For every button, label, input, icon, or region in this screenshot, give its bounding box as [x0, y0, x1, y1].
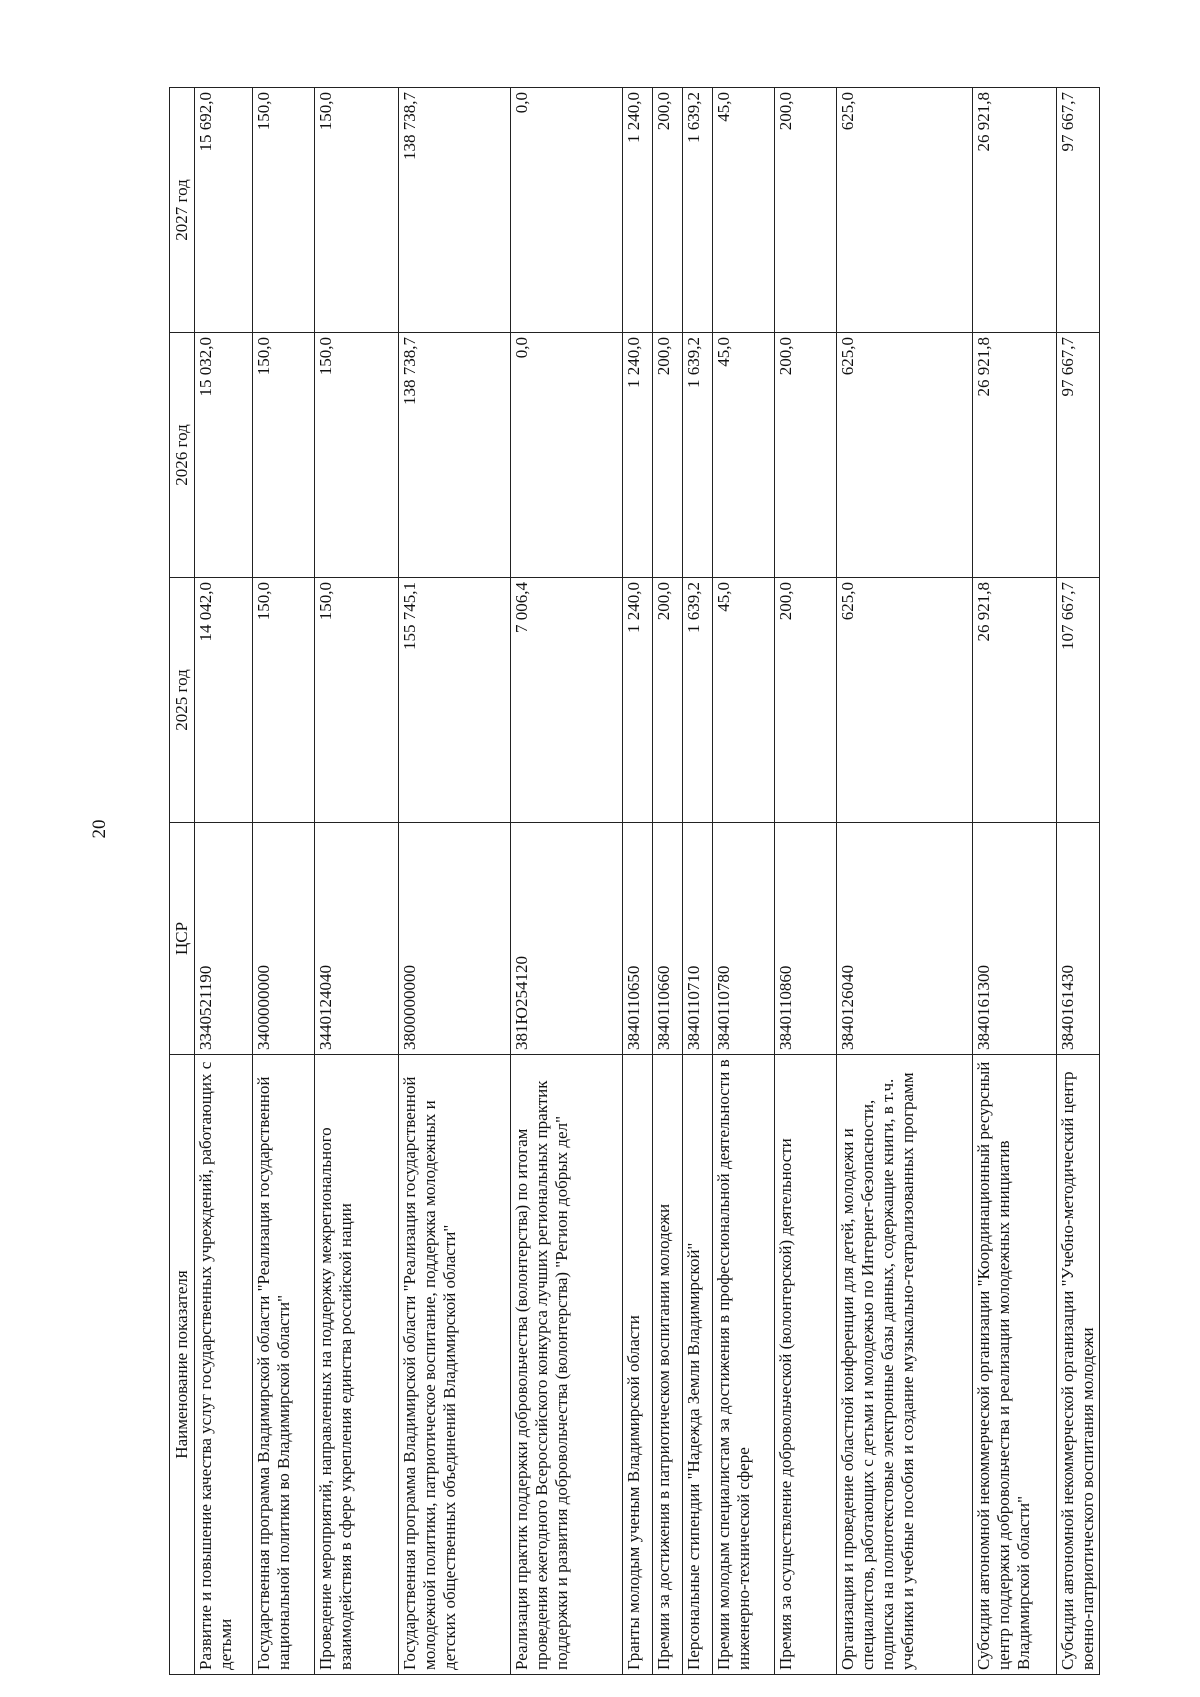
row-value-2027: 150,0 [315, 88, 399, 333]
table-row [653, 88, 683, 1675]
row-name: Реализация практик поддержки добровольчества (волонтерства) по итогам проведения ежегодного Всероссийского конкурса лучших региональных практик поддержки и развития добровольчества (волонтерства) "Регион добрых дел" [511, 1055, 623, 1675]
row-value-2025: 150,0 [315, 578, 399, 823]
row-code: 3840161430 [1057, 823, 1100, 1055]
row-code: 3840161300 [973, 823, 1057, 1055]
row-code: 381Ю254120 [511, 823, 623, 1055]
table-row [195, 88, 253, 1675]
table-row [253, 88, 315, 1675]
row-code: 3840110780 [713, 823, 775, 1055]
row-value-2027: 625,0 [837, 88, 973, 333]
row-value-2025: 150,0 [253, 578, 315, 823]
table-row [973, 88, 1057, 1675]
row-value-2027: 45,0 [713, 88, 775, 333]
table-row [775, 88, 837, 1675]
row-name: Премии молодым специалистам за достижения в профессиональной деятельности в инженерно-технической сфере [713, 1055, 775, 1675]
row-code: 3440124040 [315, 823, 399, 1055]
row-value-2026: 15 032,0 [195, 333, 253, 578]
row-code: 3840110650 [623, 823, 653, 1055]
header-2027: 2027 год [170, 88, 195, 333]
row-value-2026: 45,0 [713, 333, 775, 578]
table-row [683, 88, 713, 1675]
row-code: 3840110860 [775, 823, 837, 1055]
row-value-2025: 14 042,0 [195, 578, 253, 823]
row-name: Государственная программа Владимирской области "Реализация государственной молодежной политики, патриотическое воспитание, поддержка молодежных и детских общественных объединений Владимирской области" [399, 1055, 511, 1675]
row-name: Премии за достижения в патриотическом воспитании молодежи [653, 1055, 683, 1675]
row-value-2027: 138 738,7 [399, 88, 511, 333]
row-value-2026: 200,0 [775, 333, 837, 578]
header-2026: 2026 год [170, 333, 195, 578]
row-value-2025: 1 639,2 [683, 578, 713, 823]
table-row [511, 88, 623, 1675]
row-value-2026: 97 667,7 [1057, 333, 1100, 578]
header-2025: 2025 год [170, 578, 195, 823]
row-value-2026: 138 738,7 [399, 333, 511, 578]
table-row [713, 88, 775, 1675]
row-code: 3840110660 [653, 823, 683, 1055]
row-value-2025: 107 667,7 [1057, 578, 1100, 823]
row-value-2027: 15 692,0 [195, 88, 253, 333]
row-value-2026: 1 639,2 [683, 333, 713, 578]
row-value-2027: 1 639,2 [683, 88, 713, 333]
table-row [623, 88, 653, 1675]
row-value-2027: 0,0 [511, 88, 623, 333]
row-name: Премия за осуществление добровольческой (волонтерской) деятельности [775, 1055, 837, 1675]
table-row [1057, 88, 1100, 1675]
row-value-2025: 200,0 [775, 578, 837, 823]
row-value-2027: 200,0 [775, 88, 837, 333]
header-code: ЦСР [170, 823, 195, 1055]
row-name: Организация и проведение областной конференции для детей, молодежи и специалистов, работающих с детьми и молодежью по Интернет-безопасности, подписка на полнотекстовые электронные базы данных, содержащие книги, в т.ч. учебники и учебные пособия и создание музыкально-театрализованных программ [837, 1055, 973, 1675]
row-name: Проведение мероприятий, направленных на поддержку межрегионального взаимодействия в сфере укрепления единства российской нации [315, 1055, 399, 1675]
row-name: Персональные стипендии "Надежда Земли Владимирской" [683, 1055, 713, 1675]
table-row [315, 88, 399, 1675]
row-value-2027: 97 667,7 [1057, 88, 1100, 333]
row-value-2026: 1 240,0 [623, 333, 653, 578]
row-value-2025: 26 921,8 [973, 578, 1057, 823]
row-code: 3400000000 [253, 823, 315, 1055]
row-value-2025: 45,0 [713, 578, 775, 823]
row-name: Субсидии автономной некоммерческой организации "Координационный ресурсный центр поддержки добровольчества и реализации молодежных инициатив Владимирской области" [973, 1055, 1057, 1675]
row-value-2025: 625,0 [837, 578, 973, 823]
table-header-row [170, 88, 195, 1675]
row-value-2026: 625,0 [837, 333, 973, 578]
row-value-2027: 1 240,0 [623, 88, 653, 333]
row-value-2026: 26 921,8 [973, 333, 1057, 578]
row-value-2025: 7 006,4 [511, 578, 623, 823]
row-value-2027: 26 921,8 [973, 88, 1057, 333]
table-row [399, 88, 511, 1675]
row-code: 3840110710 [683, 823, 713, 1055]
row-value-2026: 200,0 [653, 333, 683, 578]
row-value-2025: 1 240,0 [623, 578, 653, 823]
header-name: Наименование показателя [170, 1055, 195, 1675]
row-name: Развитие и повышение качества услуг государственных учреждений, работающих с детьми [195, 1055, 253, 1675]
row-value-2026: 0,0 [511, 333, 623, 578]
budget-table [169, 87, 1100, 1675]
row-code: 3800000000 [399, 823, 511, 1055]
row-value-2027: 150,0 [253, 88, 315, 333]
page-number: 20 [89, 819, 110, 839]
row-value-2026: 150,0 [253, 333, 315, 578]
row-name: Государственная программа Владимирской области "Реализация государственной национальной политики во Владимирской области" [253, 1055, 315, 1675]
row-value-2026: 150,0 [315, 333, 399, 578]
table-row [837, 88, 973, 1675]
row-value-2025: 200,0 [653, 578, 683, 823]
row-value-2027: 200,0 [653, 88, 683, 333]
row-code: 3840126040 [837, 823, 973, 1055]
row-code: 3340521190 [195, 823, 253, 1055]
rotated-table-container [169, 88, 1097, 1675]
row-name: Гранты молодым ученым Владимирской области [623, 1055, 653, 1675]
row-value-2025: 155 745,1 [399, 578, 511, 823]
row-name: Субсидии автономной некоммерческой организации "Учебно-методический центр военно-патриотического воспитания молодежи [1057, 1055, 1100, 1675]
